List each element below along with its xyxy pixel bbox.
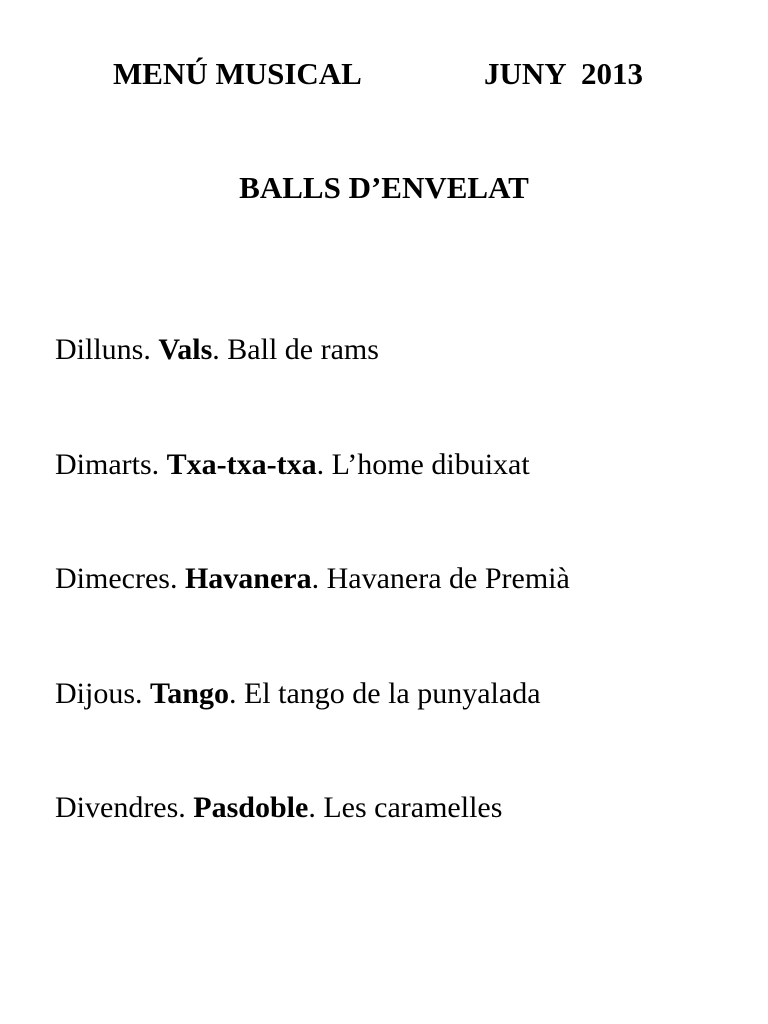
- schedule-day: Dimarts.: [55, 447, 160, 481]
- schedule-dance: Txa-txa-txa: [166, 447, 317, 481]
- document-subtitle: BALLS D’ENVELAT: [239, 170, 529, 205]
- schedule-song: . Les caramelles: [308, 791, 503, 824]
- schedule-dance: Pasdoble: [193, 791, 309, 824]
- schedule-day: Dimecres.: [55, 562, 178, 595]
- schedule-day: Divendres.: [55, 791, 186, 824]
- schedule-dance: Tango: [150, 676, 229, 710]
- schedule-item-tuesday: [55, 445, 755, 560]
- schedule-day: Dijous.: [55, 676, 143, 710]
- schedule-song: . Ball de rams: [212, 333, 379, 366]
- schedule-dance: Vals: [158, 333, 213, 366]
- schedule-song: . El tango de la punyalada: [228, 676, 541, 710]
- schedule-list: [55, 330, 755, 903]
- document-header: [0, 56, 768, 96]
- document-title: MENÚ MUSICAL: [113, 56, 362, 91]
- schedule-song: . L’home dibuixat: [316, 447, 530, 481]
- schedule-day: Dilluns.: [55, 333, 151, 366]
- schedule-item-friday: [55, 788, 755, 903]
- document-date: JUNY 2013: [484, 56, 644, 91]
- schedule-song: . Havanera de Premià: [311, 562, 570, 595]
- schedule-item-wednesday: [55, 559, 755, 674]
- schedule-item-monday: [55, 330, 755, 445]
- schedule-item-thursday: [55, 674, 755, 789]
- schedule-dance: Havanera: [184, 562, 312, 595]
